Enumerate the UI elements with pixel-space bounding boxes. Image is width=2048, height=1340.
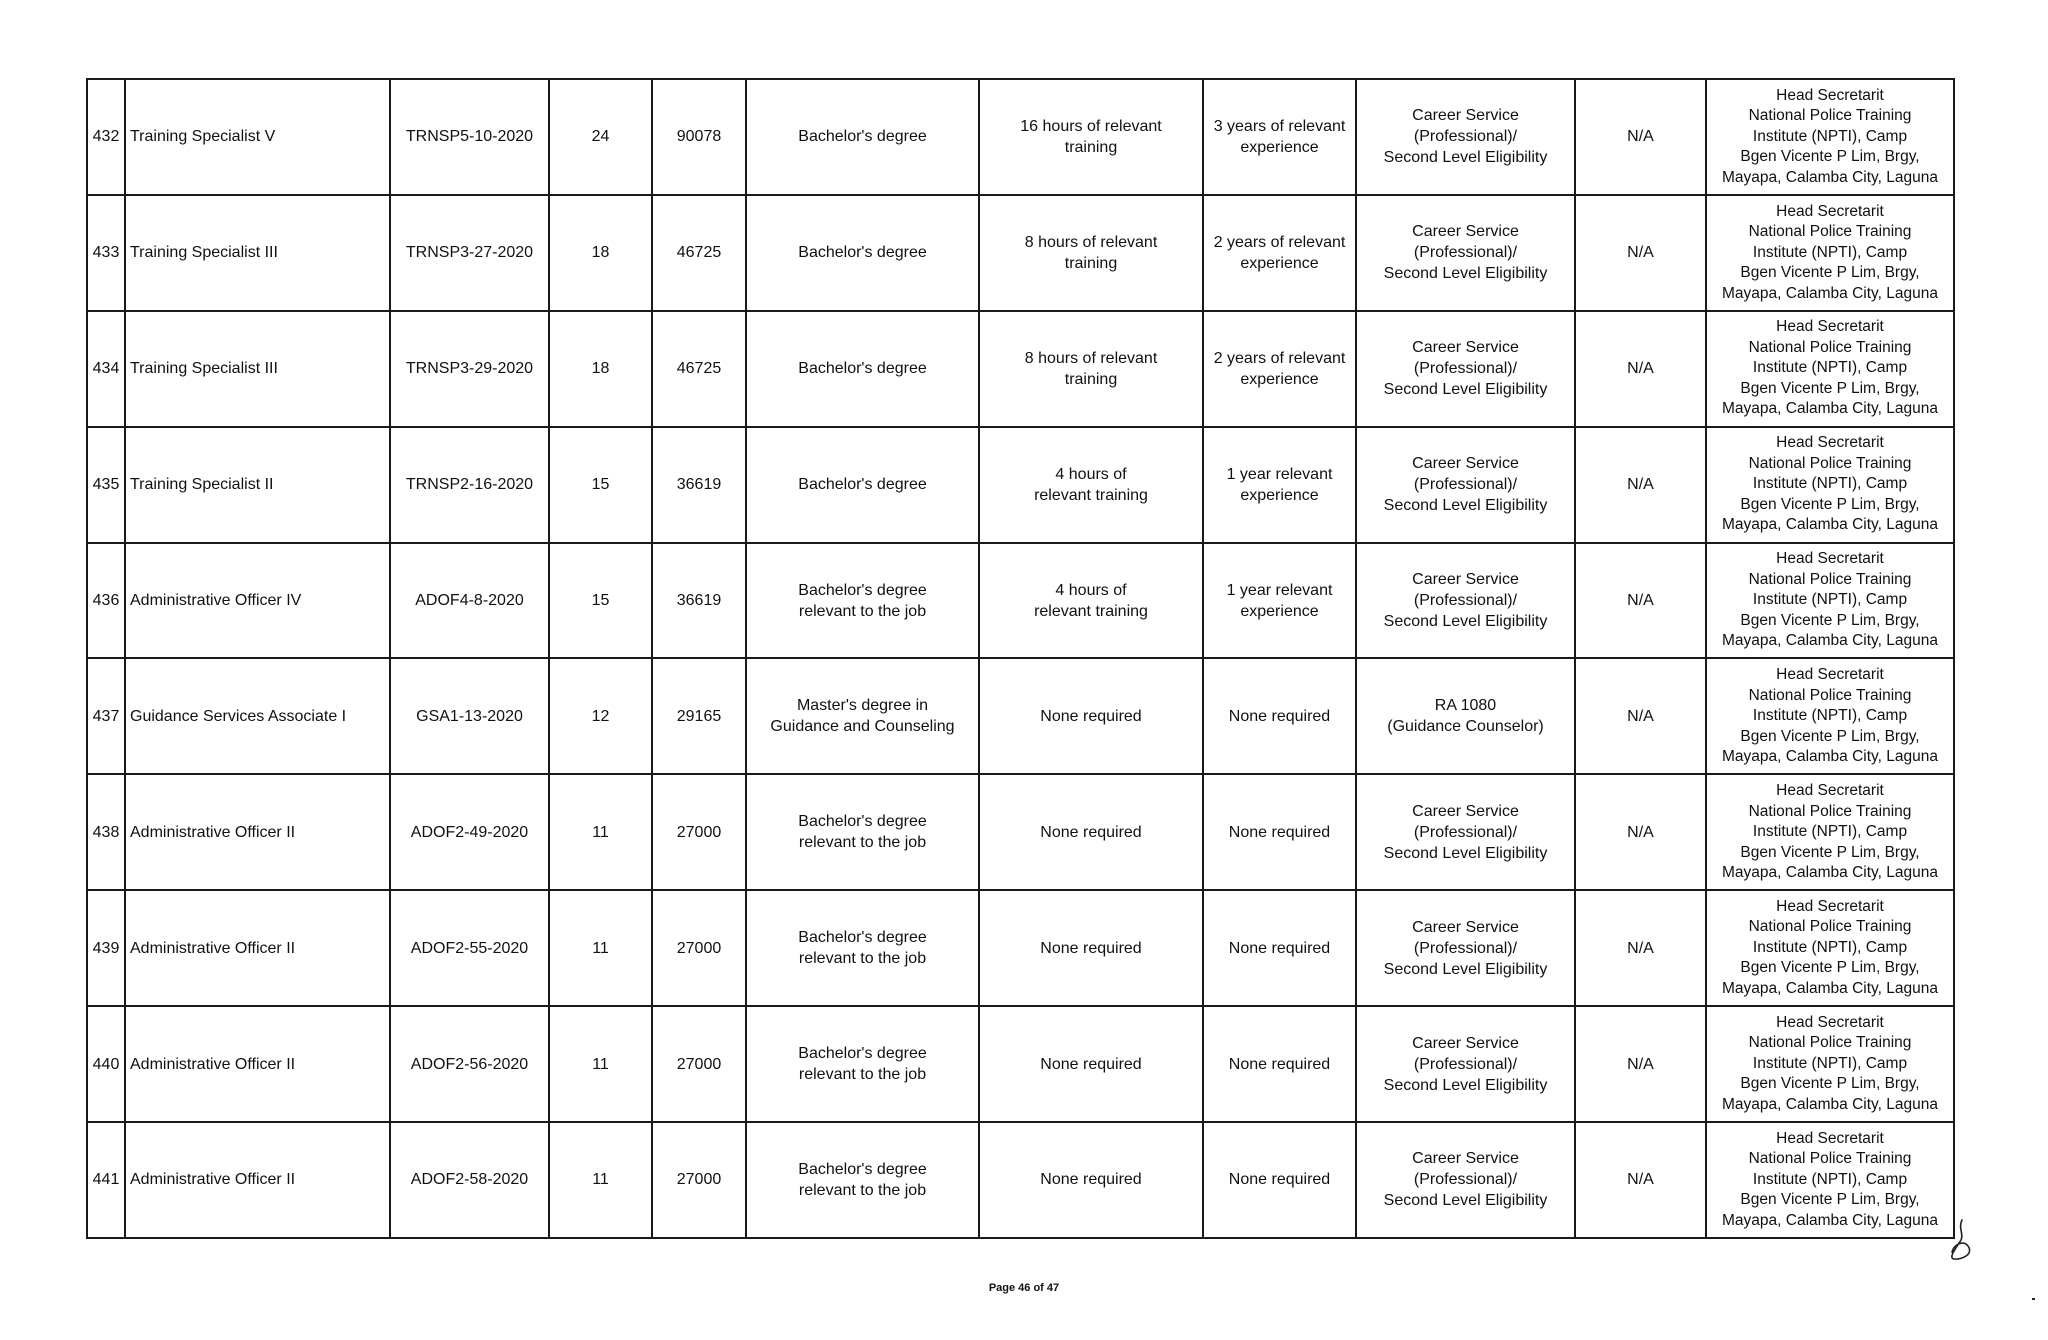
education-text: Bachelor's degree relevant to the job xyxy=(798,1045,927,1084)
eligibility-text: Career Service (Professional)/ Second Level Eligibility xyxy=(1383,107,1548,167)
experience-cell xyxy=(1203,311,1356,427)
eligibility-text: Career Service (Professional)/ Second Level Eligibility xyxy=(1383,1034,1548,1094)
education-cell xyxy=(746,195,979,311)
salary-grade-text: 18 xyxy=(591,360,610,378)
position-title-cell xyxy=(125,890,390,1006)
place-of-assignment-cell xyxy=(1706,658,1954,774)
experience-cell xyxy=(1203,427,1356,543)
education-cell xyxy=(746,890,979,1006)
competency-cell xyxy=(1575,79,1706,195)
experience-cell xyxy=(1203,543,1356,659)
position-title-text: Administrative Officer II xyxy=(130,1055,296,1073)
salary-grade-cell xyxy=(549,1122,652,1238)
item-number-text: GSA1-13-2020 xyxy=(416,707,523,725)
position-title-cell xyxy=(125,311,390,427)
training-cell xyxy=(979,195,1203,311)
salary-grade-text: 24 xyxy=(591,128,610,146)
education-cell xyxy=(746,1122,979,1238)
competency-cell xyxy=(1575,658,1706,774)
item-number-cell xyxy=(390,658,549,774)
monthly-salary-cell xyxy=(652,79,746,195)
item-number-text: ADOF2-58-2020 xyxy=(410,1171,529,1189)
monthly-salary-cell xyxy=(652,890,746,1006)
eligibility-cell xyxy=(1356,658,1575,774)
education-cell xyxy=(746,543,979,659)
place-of-assignment-text: Head Secretarit National Police Training Institute (NPTI), Camp Bgen Vicente P Lim, Brgy, Mayapa, Calamba City, Laguna xyxy=(1722,1129,1938,1229)
competency-cell xyxy=(1575,543,1706,659)
item-number-cell xyxy=(390,890,549,1006)
row-number-text: 432 xyxy=(92,128,120,146)
education-cell xyxy=(746,658,979,774)
position-title-cell xyxy=(125,658,390,774)
place-of-assignment-cell xyxy=(1706,427,1954,543)
competency-text: N/A xyxy=(1627,823,1654,841)
place-of-assignment-text: Head Secretarit National Police Training Institute (NPTI), Camp Bgen Vicente P Lim, Brgy, Mayapa, Calamba City, Laguna xyxy=(1722,550,1938,650)
eligibility-text: Career Service (Professional)/ Second Level Eligibility xyxy=(1383,1150,1548,1210)
table-row xyxy=(87,311,1954,427)
education-cell xyxy=(746,311,979,427)
salary-grade-text: 15 xyxy=(591,592,610,609)
monthly-salary-text: 27000 xyxy=(676,1171,722,1189)
item-number-text: ADOF4-8-2020 xyxy=(415,592,524,609)
experience-text: None required xyxy=(1228,1055,1331,1073)
education-text: Bachelor's degree xyxy=(798,244,927,262)
education-text: Bachelor's degree xyxy=(798,360,927,378)
item-number-text: TRNSP3-29-2020 xyxy=(405,360,534,378)
monthly-salary-cell xyxy=(652,658,746,774)
row-number-text: 436 xyxy=(92,592,120,609)
eligibility-text: Career Service (Professional)/ Second Level Eligibility xyxy=(1383,455,1548,515)
position-title-cell xyxy=(125,543,390,659)
item-number-cell xyxy=(390,543,549,659)
item-number-cell xyxy=(390,1006,549,1122)
eligibility-cell xyxy=(1356,195,1575,311)
education-cell xyxy=(746,427,979,543)
training-cell xyxy=(979,1122,1203,1238)
position-title-text: Guidance Services Associate I xyxy=(130,707,347,725)
education-text: Bachelor's degree relevant to the job xyxy=(798,813,927,852)
position-title-cell xyxy=(125,1122,390,1238)
competency-text: N/A xyxy=(1627,939,1654,957)
eligibility-cell xyxy=(1356,311,1575,427)
position-title-text: Administrative Officer II xyxy=(130,1171,296,1189)
eligibility-text: Career Service (Professional)/ Second Level Eligibility xyxy=(1383,802,1548,862)
edge-mark xyxy=(2032,1298,2035,1300)
item-number-cell xyxy=(390,774,549,890)
position-title-cell xyxy=(125,79,390,195)
row-number-text: 433 xyxy=(92,244,120,262)
place-of-assignment-text: Head Secretarit National Police Training Institute (NPTI), Camp Bgen Vicente P Lim, Brgy, Mayapa, Calamba City, Laguna xyxy=(1722,1013,1938,1113)
education-text: Bachelor's degree xyxy=(798,476,927,494)
row-number-cell xyxy=(87,774,125,890)
position-title-cell xyxy=(125,1006,390,1122)
experience-cell xyxy=(1203,195,1356,311)
position-title-text: Training Specialist III xyxy=(130,360,278,378)
training-text: 16 hours of relevant training xyxy=(1020,117,1162,156)
experience-text: None required xyxy=(1228,1171,1331,1189)
monthly-salary-cell xyxy=(652,1006,746,1122)
competency-cell xyxy=(1575,1006,1706,1122)
position-title-text: Administrative Officer II xyxy=(130,939,296,957)
training-cell xyxy=(979,79,1203,195)
row-number-cell xyxy=(87,79,125,195)
monthly-salary-text: 36619 xyxy=(676,592,722,609)
competency-cell xyxy=(1575,311,1706,427)
monthly-salary-cell xyxy=(652,774,746,890)
salary-grade-cell xyxy=(549,658,652,774)
competency-text: N/A xyxy=(1627,592,1654,609)
monthly-salary-text: 36619 xyxy=(676,476,722,494)
experience-cell xyxy=(1203,658,1356,774)
row-number-cell xyxy=(87,1122,125,1238)
page-number: Page 46 of 47 xyxy=(988,1282,1060,1294)
training-text: 8 hours of relevant training xyxy=(1024,233,1158,272)
place-of-assignment-cell xyxy=(1706,890,1954,1006)
salary-grade-text: 11 xyxy=(592,823,609,841)
place-of-assignment-cell xyxy=(1706,79,1954,195)
eligibility-cell xyxy=(1356,79,1575,195)
salary-grade-cell xyxy=(549,774,652,890)
salary-grade-cell xyxy=(549,543,652,659)
page-footer xyxy=(0,1282,2048,1294)
row-number-cell xyxy=(87,427,125,543)
experience-text: 1 year relevant experience xyxy=(1226,581,1333,620)
position-title-text: Training Specialist III xyxy=(130,244,278,262)
monthly-salary-cell xyxy=(652,195,746,311)
place-of-assignment-cell xyxy=(1706,311,1954,427)
position-title-cell xyxy=(125,774,390,890)
place-of-assignment-text: Head Secretarit National Police Training Institute (NPTI), Camp Bgen Vicente P Lim, Brgy, Mayapa, Calamba City, Laguna xyxy=(1722,318,1938,418)
place-of-assignment-text: Head Secretarit National Police Training Institute (NPTI), Camp Bgen Vicente P Lim, Brgy, Mayapa, Calamba City, Laguna xyxy=(1722,202,1938,302)
experience-text: None required xyxy=(1228,823,1331,841)
item-number-text: ADOF2-56-2020 xyxy=(410,1055,529,1073)
training-text: None required xyxy=(1040,823,1142,841)
row-number-cell xyxy=(87,195,125,311)
training-text: 4 hours of relevant training xyxy=(1034,465,1148,504)
competency-cell xyxy=(1575,1122,1706,1238)
salary-grade-text: 15 xyxy=(591,476,610,494)
row-number-cell xyxy=(87,658,125,774)
eligibility-cell xyxy=(1356,890,1575,1006)
monthly-salary-cell xyxy=(652,543,746,659)
item-number-text: ADOF2-55-2020 xyxy=(410,939,529,957)
eligibility-cell xyxy=(1356,774,1575,890)
training-cell xyxy=(979,427,1203,543)
experience-text: 2 years of relevant experience xyxy=(1213,349,1346,388)
education-text: Bachelor's degree relevant to the job xyxy=(798,1160,927,1199)
training-text: None required xyxy=(1040,939,1142,957)
vacancy-table xyxy=(86,78,1955,1239)
item-number-cell xyxy=(390,1122,549,1238)
table-row xyxy=(87,774,1954,890)
training-text: None required xyxy=(1040,707,1142,725)
row-number-text: 437 xyxy=(92,707,120,725)
education-text: Bachelor's degree relevant to the job xyxy=(798,929,927,968)
experience-cell xyxy=(1203,1006,1356,1122)
table-row xyxy=(87,1006,1954,1122)
salary-grade-text: 11 xyxy=(592,1055,609,1073)
eligibility-cell xyxy=(1356,1006,1575,1122)
position-title-text: Training Specialist V xyxy=(130,128,276,146)
experience-text: None required xyxy=(1228,939,1331,957)
experience-cell xyxy=(1203,1122,1356,1238)
item-number-text: TRNSP5-10-2020 xyxy=(405,128,534,146)
competency-text: N/A xyxy=(1627,1171,1654,1189)
row-number-cell xyxy=(87,311,125,427)
monthly-salary-text: 46725 xyxy=(676,244,722,262)
education-cell xyxy=(746,79,979,195)
experience-text: 3 years of relevant experience xyxy=(1213,117,1346,156)
row-number-cell xyxy=(87,1006,125,1122)
position-title-text: Administrative Officer IV xyxy=(130,592,302,609)
competency-text: N/A xyxy=(1627,1055,1654,1073)
eligibility-text: Career Service (Professional)/ Second Level Eligibility xyxy=(1383,918,1548,978)
monthly-salary-text: 46725 xyxy=(676,360,722,378)
item-number-cell xyxy=(390,427,549,543)
training-text: None required xyxy=(1040,1171,1142,1189)
training-text: None required xyxy=(1040,1055,1142,1073)
monthly-salary-text: 27000 xyxy=(676,823,722,841)
experience-cell xyxy=(1203,890,1356,1006)
table-row xyxy=(87,543,1954,659)
initials-signature xyxy=(1944,1218,1978,1262)
salary-grade-cell xyxy=(549,890,652,1006)
training-cell xyxy=(979,774,1203,890)
eligibility-cell xyxy=(1356,427,1575,543)
item-number-cell xyxy=(390,311,549,427)
table-row xyxy=(87,195,1954,311)
training-cell xyxy=(979,311,1203,427)
item-number-cell xyxy=(390,195,549,311)
monthly-salary-text: 90078 xyxy=(676,128,722,146)
competency-cell xyxy=(1575,890,1706,1006)
eligibility-text: Career Service (Professional)/ Second Level Eligibility xyxy=(1383,339,1548,399)
education-text: Master's degree in Guidance and Counseling xyxy=(770,697,955,736)
competency-text: N/A xyxy=(1627,707,1654,725)
position-title-text: Administrative Officer II xyxy=(130,823,296,841)
place-of-assignment-cell xyxy=(1706,1006,1954,1122)
competency-text: N/A xyxy=(1627,244,1654,262)
salary-grade-cell xyxy=(549,79,652,195)
position-title-cell xyxy=(125,427,390,543)
row-number-text: 439 xyxy=(92,939,120,957)
experience-text: None required xyxy=(1228,707,1331,725)
place-of-assignment-cell xyxy=(1706,543,1954,659)
item-number-text: TRNSP2-16-2020 xyxy=(405,476,534,494)
salary-grade-cell xyxy=(549,311,652,427)
education-cell xyxy=(746,774,979,890)
row-number-text: 438 xyxy=(92,823,120,841)
monthly-salary-text: 27000 xyxy=(676,1055,722,1073)
item-number-text: TRNSP3-27-2020 xyxy=(405,244,534,262)
place-of-assignment-text: Head Secretarit National Police Training Institute (NPTI), Camp Bgen Vicente P Lim, Brgy, Mayapa, Calamba City, Laguna xyxy=(1722,434,1938,534)
competency-text: N/A xyxy=(1627,476,1654,494)
table-row xyxy=(87,427,1954,543)
education-text: Bachelor's degree relevant to the job xyxy=(798,581,927,620)
row-number-cell xyxy=(87,543,125,659)
place-of-assignment-text: Head Secretarit National Police Training Institute (NPTI), Camp Bgen Vicente P Lim, Brgy, Mayapa, Calamba City, Laguna xyxy=(1722,86,1938,186)
row-number-text: 440 xyxy=(92,1055,120,1073)
monthly-salary-cell xyxy=(652,427,746,543)
table-row xyxy=(87,79,1954,195)
training-cell xyxy=(979,890,1203,1006)
table-row xyxy=(87,1122,1954,1238)
eligibility-text: Career Service (Professional)/ Second Level Eligibility xyxy=(1383,571,1548,630)
monthly-salary-cell xyxy=(652,1122,746,1238)
eligibility-cell xyxy=(1356,1122,1575,1238)
competency-cell xyxy=(1575,427,1706,543)
training-text: 4 hours of relevant training xyxy=(1034,581,1148,620)
experience-text: 1 year relevant experience xyxy=(1226,465,1333,504)
salary-grade-text: 11 xyxy=(592,939,609,957)
place-of-assignment-text: Head Secretarit National Police Training Institute (NPTI), Camp Bgen Vicente P Lim, Brgy, Mayapa, Calamba City, Laguna xyxy=(1722,897,1938,997)
competency-text: N/A xyxy=(1627,128,1654,146)
monthly-salary-text: 29165 xyxy=(676,707,722,725)
monthly-salary-cell xyxy=(652,311,746,427)
place-of-assignment-cell xyxy=(1706,195,1954,311)
training-cell xyxy=(979,543,1203,659)
training-cell xyxy=(979,658,1203,774)
row-number-text: 434 xyxy=(92,360,120,378)
salary-grade-text: 11 xyxy=(592,1171,609,1189)
place-of-assignment-cell xyxy=(1706,774,1954,890)
eligibility-cell xyxy=(1356,543,1575,659)
competency-cell xyxy=(1575,195,1706,311)
experience-text: 2 years of relevant experience xyxy=(1213,233,1346,272)
vacancy-table-body xyxy=(87,79,1954,1238)
row-number-cell xyxy=(87,890,125,1006)
position-title-cell xyxy=(125,195,390,311)
position-title-text: Training Specialist II xyxy=(130,476,274,494)
eligibility-text: RA 1080 (Guidance Counselor) xyxy=(1387,697,1544,736)
item-number-cell xyxy=(390,79,549,195)
salary-grade-text: 18 xyxy=(591,244,610,262)
education-cell xyxy=(746,1006,979,1122)
education-text: Bachelor's degree xyxy=(798,128,927,146)
table-row xyxy=(87,890,1954,1006)
competency-cell xyxy=(1575,774,1706,890)
monthly-salary-text: 27000 xyxy=(676,939,722,957)
salary-grade-cell xyxy=(549,427,652,543)
salary-grade-cell xyxy=(549,1006,652,1122)
training-cell xyxy=(979,1006,1203,1122)
row-number-text: 441 xyxy=(92,1171,120,1189)
place-of-assignment-cell xyxy=(1706,1122,1954,1238)
item-number-text: ADOF2-49-2020 xyxy=(410,823,529,841)
table-row xyxy=(87,658,1954,774)
experience-cell xyxy=(1203,774,1356,890)
training-text: 8 hours of relevant training xyxy=(1024,349,1158,388)
experience-cell xyxy=(1203,79,1356,195)
place-of-assignment-text: Head Secretarit National Police Training Institute (NPTI), Camp Bgen Vicente P Lim, Brgy, Mayapa, Calamba City, Laguna xyxy=(1722,666,1938,766)
row-number-text: 435 xyxy=(92,476,120,494)
eligibility-text: Career Service (Professional)/ Second Level Eligibility xyxy=(1383,223,1548,283)
competency-text: N/A xyxy=(1627,360,1654,378)
salary-grade-cell xyxy=(549,195,652,311)
place-of-assignment-text: Head Secretarit National Police Training Institute (NPTI), Camp Bgen Vicente P Lim, Brgy, Mayapa, Calamba City, Laguna xyxy=(1722,782,1938,882)
salary-grade-text: 12 xyxy=(591,707,610,725)
